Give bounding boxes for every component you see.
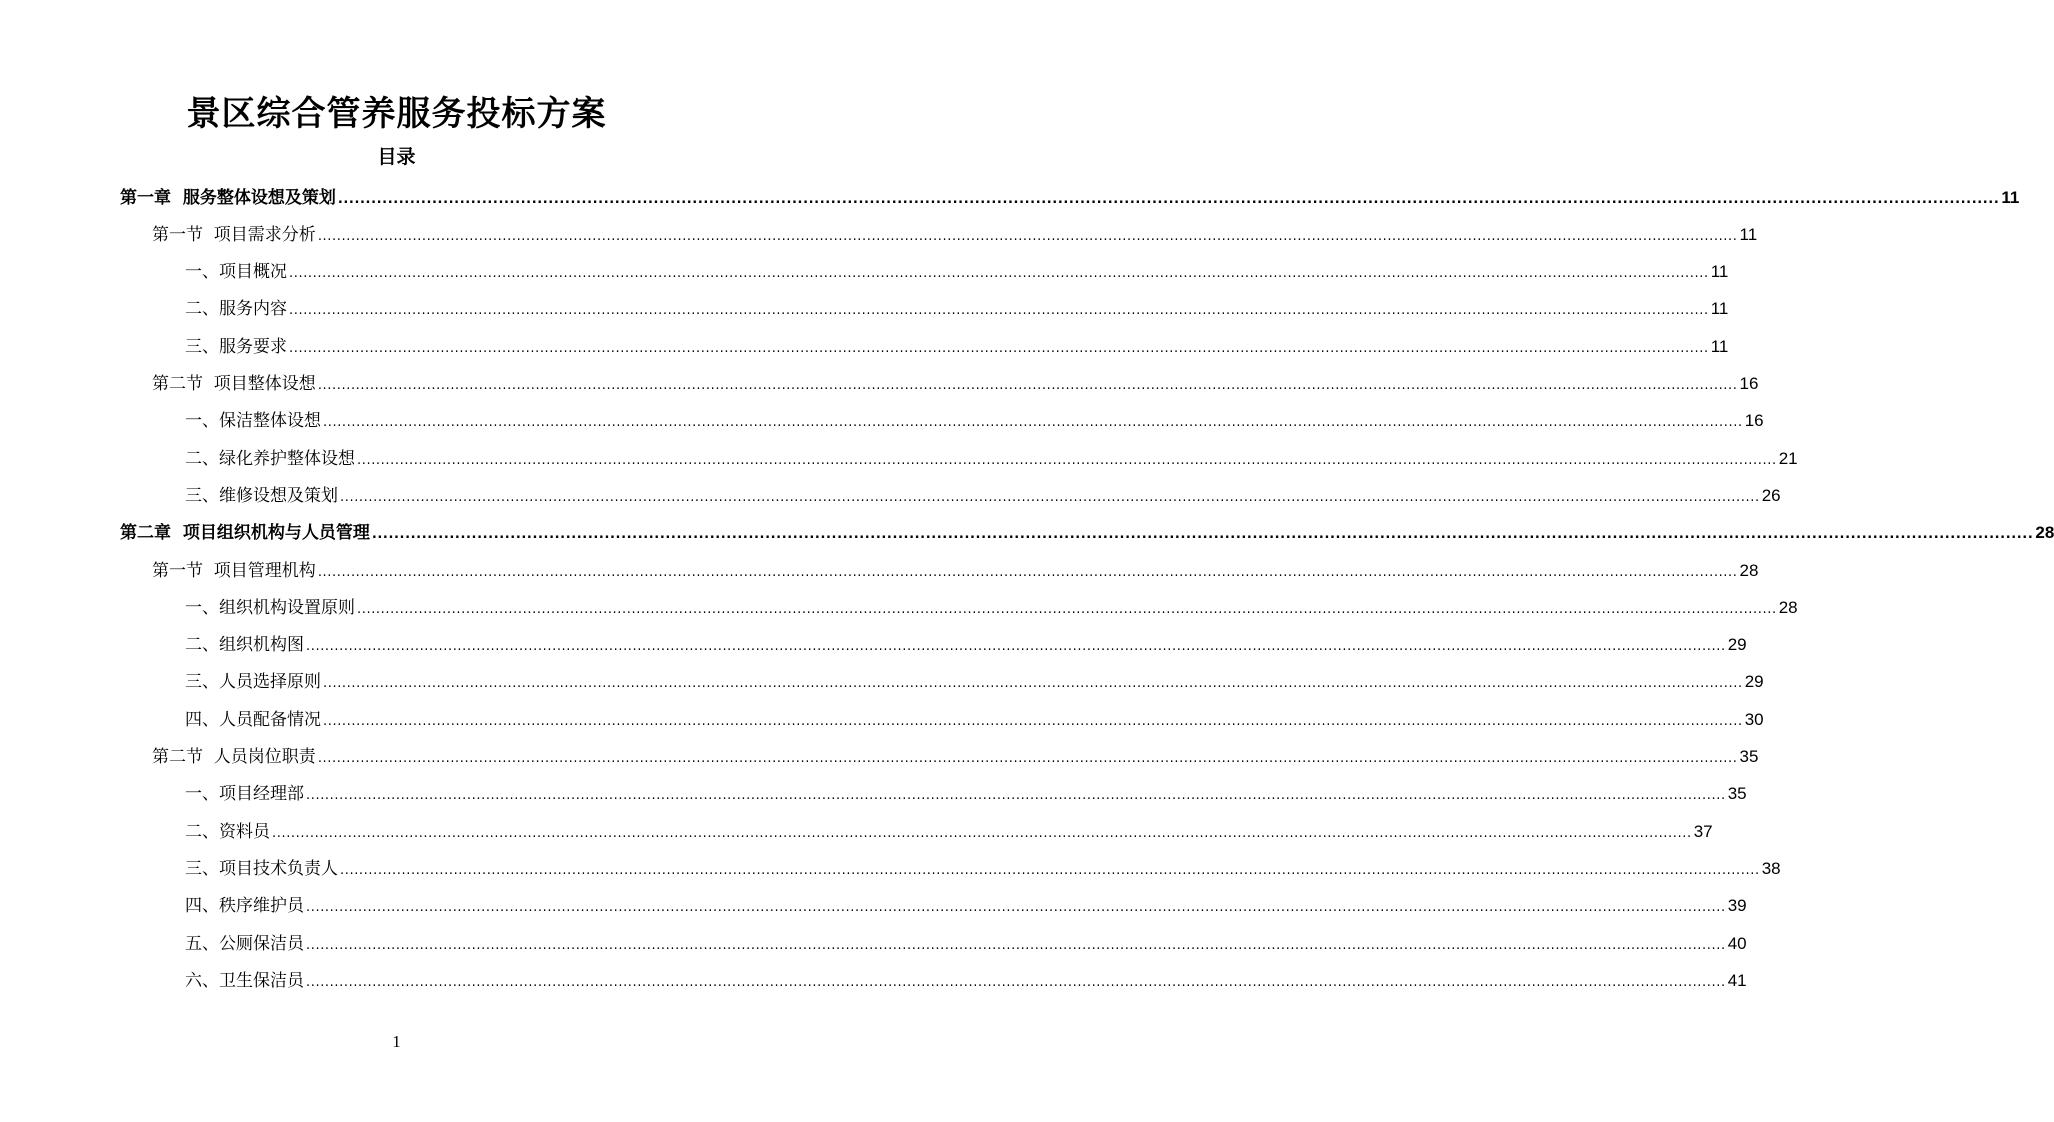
toc-entry-label: 四、人员配备情况 xyxy=(185,709,321,730)
toc-entry-label: 第二章 项目组织机构与人员管理 xyxy=(120,523,370,544)
toc-entry-page: 11 xyxy=(1710,262,1729,282)
toc-entry-label: 一、组织机构设置原则 xyxy=(185,597,355,618)
toc-dot-leader: ............................................................................................................................................................................................................................................................................................................ xyxy=(323,676,1743,692)
toc-entry-page: 28 xyxy=(2035,523,2054,543)
toc-entry-page: 28 xyxy=(1739,560,1759,580)
toc-dot-leader: ............................................................................................................................................................................................................................................................................................................ xyxy=(289,303,1709,319)
toc-entry-page: 30 xyxy=(1744,709,1764,729)
toc-entry-page: 28 xyxy=(1778,597,1798,617)
toc-dot-leader: ............................................................................................................................................................................................................................................................................................................ xyxy=(306,900,1726,916)
toc-heading: 目录 xyxy=(377,146,416,168)
toc-item-entry[interactable] xyxy=(185,627,1747,664)
toc-item-entry[interactable] xyxy=(185,776,1747,813)
toc-entry-label: 第二节 人员岗位职责 xyxy=(152,747,316,767)
toc-section-entry[interactable] xyxy=(152,739,1759,776)
toc-dot-leader: ............................................................................................................................................................................................................................................................................................................ xyxy=(340,862,1760,878)
toc-item-entry[interactable] xyxy=(185,254,1729,291)
document-title: 景区综合管养服务投标方案 xyxy=(186,94,607,134)
toc-item-entry[interactable] xyxy=(185,850,1781,887)
toc-dot-leader: ............................................................................................................................................................................................................................................................................................................ xyxy=(306,788,1726,804)
toc-entry-label: 一、项目概况 xyxy=(185,262,287,283)
toc-entry-page: 11 xyxy=(2001,187,2020,207)
toc-entry-label: 四、秩序维护员 xyxy=(185,896,304,917)
toc-entry-page: 41 xyxy=(1727,970,1747,990)
toc-entry-label: 三、服务要求 xyxy=(185,336,287,357)
toc-entry-label: 三、人员选择原则 xyxy=(185,672,321,693)
page-number: 1 xyxy=(392,1032,401,1051)
toc-dot-leader: ............................................................................................................................................................................................................................................................................................................ xyxy=(272,825,1692,841)
toc-item-entry[interactable] xyxy=(185,291,1729,328)
toc-dot-leader: ............................................................................................................................................................................................................................................................................................................ xyxy=(317,378,1738,393)
toc-chapter-entry[interactable] xyxy=(120,179,2020,216)
toc-entry-page: 35 xyxy=(1727,784,1747,804)
toc-entry-label: 五、公厕保洁员 xyxy=(185,933,304,954)
toc-item-entry[interactable] xyxy=(185,664,1764,701)
toc-entry-label: 第一节 项目管理机构 xyxy=(152,560,316,581)
toc-section-entry[interactable] xyxy=(152,216,1758,253)
toc-item-entry[interactable] xyxy=(185,589,1798,626)
toc-item-entry[interactable] xyxy=(185,440,1798,477)
toc-dot-leader: ............................................................................................................................................................................................................................................................................................................ xyxy=(289,266,1709,282)
toc-item-entry[interactable] xyxy=(185,813,1713,850)
toc-dot-leader: ............................................................................................................................................................................................................................................................................................................ xyxy=(340,489,1760,505)
toc-dot-leader: ............................................................................................................................................................................................................................................................................................................ xyxy=(323,415,1743,431)
toc-entry-page: 11 xyxy=(1710,299,1729,319)
toc-dot-leader: ............................................................................................................................................................................................................................................................................................................ xyxy=(306,937,1726,953)
toc-dot-leader: ............................................................................................................................................................................................................................................................................................................ xyxy=(337,191,2000,207)
toc-item-entry[interactable] xyxy=(185,477,1781,514)
toc-entry-label: 一、保洁整体设想 xyxy=(185,411,321,432)
toc-entry-page: 39 xyxy=(1727,896,1747,916)
toc-entry-label: 第二节 项目整体设想 xyxy=(152,374,316,394)
toc-item-entry[interactable] xyxy=(185,701,1764,738)
toc-dot-leader: ............................................................................................................................................................................................................................................................................................................ xyxy=(306,974,1726,990)
toc-section-entry[interactable] xyxy=(152,552,1759,589)
toc-entry-page: 26 xyxy=(1761,485,1781,505)
toc-dot-leader: ............................................................................................................................................................................................................................................................................................................ xyxy=(317,564,1738,580)
toc-dot-leader: ............................................................................................................................................................................................................................................................................................................ xyxy=(371,527,2034,543)
toc-entry-label: 第一章 服务整体设想及策划 xyxy=(120,187,336,208)
toc-chapter-entry[interactable] xyxy=(120,515,2054,552)
toc-entry-page: 21 xyxy=(1778,448,1798,468)
toc-entry-label: 二、资料员 xyxy=(185,821,270,842)
toc-dot-leader: ............................................................................................................................................................................................................................................................................................................ xyxy=(357,452,1777,468)
toc-item-entry[interactable] xyxy=(185,962,1747,999)
toc-entry-page: 37 xyxy=(1693,821,1713,841)
toc-dot-leader: ............................................................................................................................................................................................................................................................................................................ xyxy=(317,228,1738,244)
toc-entry-page: 11 xyxy=(1739,224,1758,244)
toc-entry-page: 35 xyxy=(1739,747,1759,766)
toc-entry-label: 二、组织机构图 xyxy=(185,635,304,656)
toc-entry-page: 29 xyxy=(1744,672,1764,692)
toc-entry-page: 11 xyxy=(1710,336,1729,356)
toc-item-entry[interactable] xyxy=(185,925,1747,962)
toc-dot-leader: ............................................................................................................................................................................................................................................................................................................ xyxy=(357,601,1777,617)
toc-item-entry[interactable] xyxy=(185,888,1747,925)
toc-entry-label: 二、绿化养护整体设想 xyxy=(185,448,355,469)
toc-entry-label: 三、维修设想及策划 xyxy=(185,485,338,506)
toc-dot-leader: ............................................................................................................................................................................................................................................................................................................ xyxy=(306,639,1726,655)
toc-entry-page: 29 xyxy=(1727,635,1747,655)
toc-item-entry[interactable] xyxy=(185,403,1764,440)
toc-entry-label: 三、项目技术负责人 xyxy=(185,858,338,879)
toc-entry-page: 16 xyxy=(1744,411,1764,431)
toc-entry-label: 六、卫生保洁员 xyxy=(185,970,304,991)
toc-dot-leader: ............................................................................................................................................................................................................................................................................................................ xyxy=(317,751,1738,766)
toc-entry-page: 38 xyxy=(1761,858,1781,878)
toc-entry-label: 二、服务内容 xyxy=(185,299,287,320)
toc-item-entry[interactable] xyxy=(185,328,1729,365)
toc-entry-label: 第一节 项目需求分析 xyxy=(152,224,316,245)
toc-entry-page: 16 xyxy=(1739,374,1759,393)
toc-section-entry[interactable] xyxy=(152,366,1759,403)
toc-dot-leader: ............................................................................................................................................................................................................................................................................................................ xyxy=(323,713,1743,729)
toc-entry-label: 一、项目经理部 xyxy=(185,784,304,805)
toc-entry-page: 40 xyxy=(1727,933,1747,953)
toc-dot-leader: ............................................................................................................................................................................................................................................................................................................ xyxy=(289,340,1709,356)
